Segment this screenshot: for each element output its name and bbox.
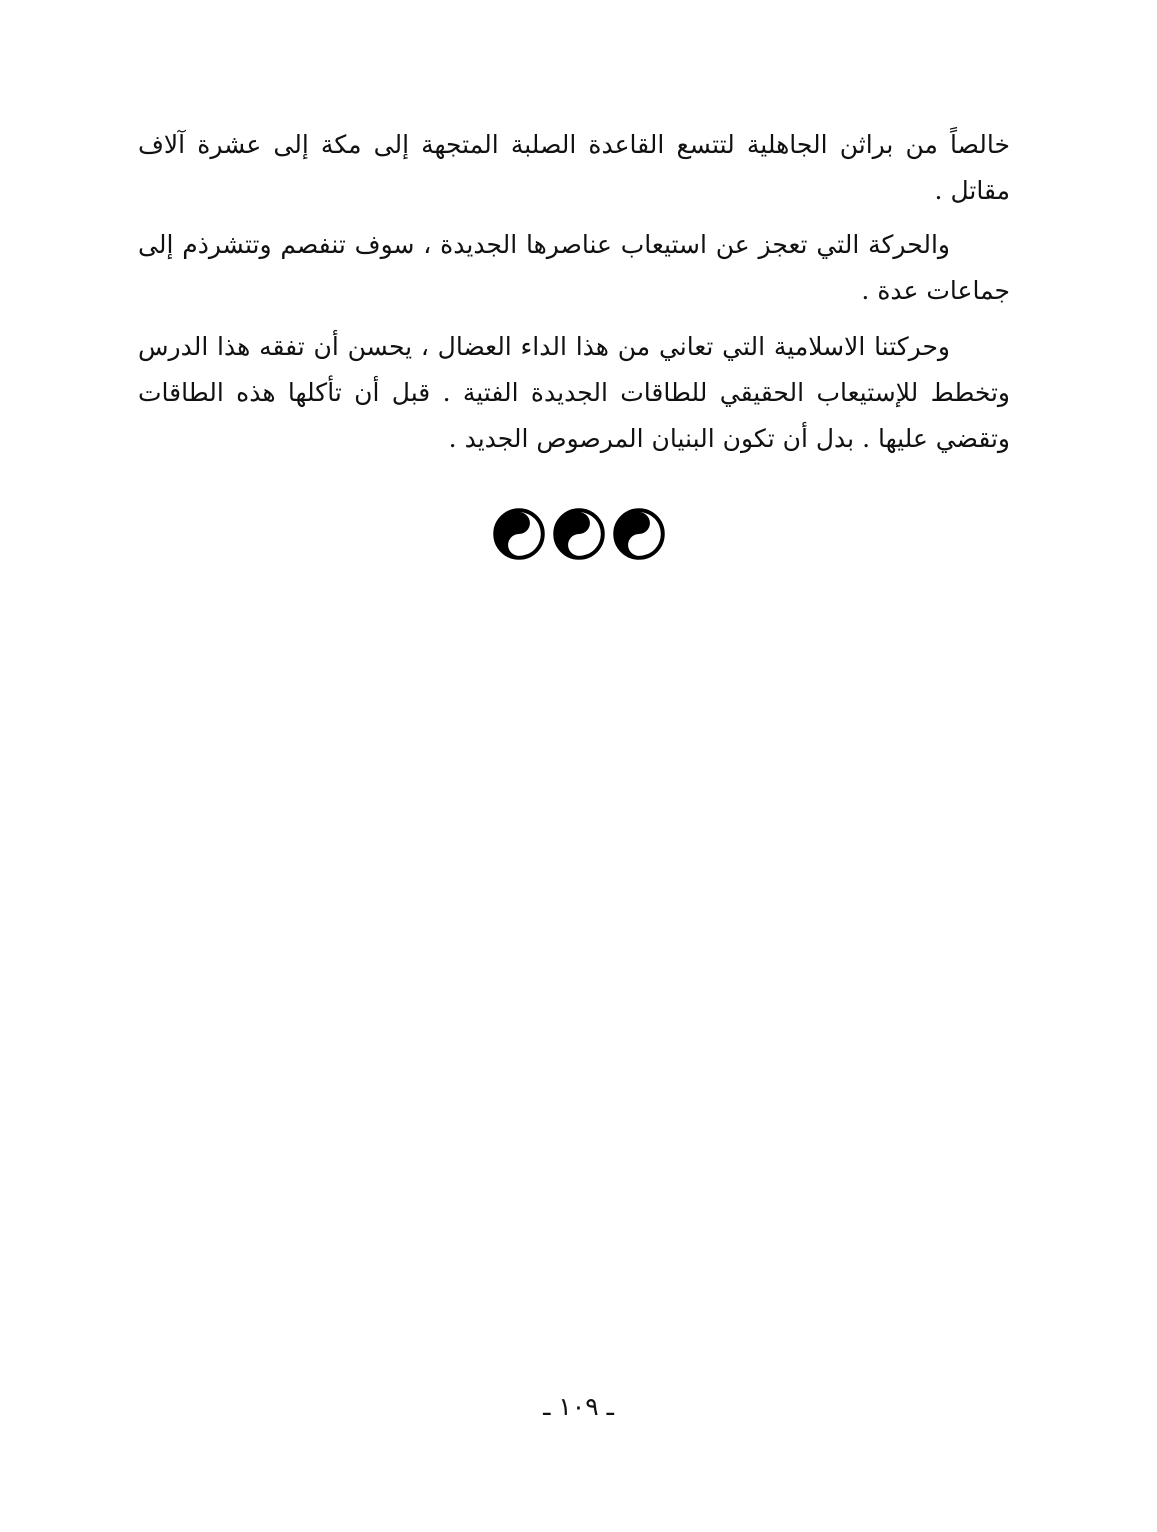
body-text: [138, 122, 1010, 462]
page-number: ـ ١٠٩ ـ: [543, 1392, 614, 1421]
yin-yang-icon: [553, 508, 605, 560]
yin-yang-icon: [493, 508, 545, 560]
paragraph-2: والحركة التي تعجز عن استيعاب عناصرها الجديدة ، سوف تنفصم وتتشرذم إلى جماعات عدة .: [138, 230, 1010, 305]
yin-yang-icon: [613, 508, 665, 560]
paragraph-3: وحركتنا الاسلامية التي تعاني من هذا الداء العضال ، يحسن أن تفقه هذا الدرس وتخطط للإستيعاب الحقيقي للطاقات الجديدة الفتية . قبل أن تأكلها هذه الطاقات وتقضي عليها . بدل أن تكون البنيان المرصوص الجديد .: [138, 332, 1010, 453]
section-divider-ornament: [0, 508, 1157, 560]
paragraph-1: خالصاً من براثن الجاهلية لتتسع القاعدة الصلبة المتجهة إلى مكة إلى عشرة آلاف مقاتل .: [138, 130, 1010, 205]
